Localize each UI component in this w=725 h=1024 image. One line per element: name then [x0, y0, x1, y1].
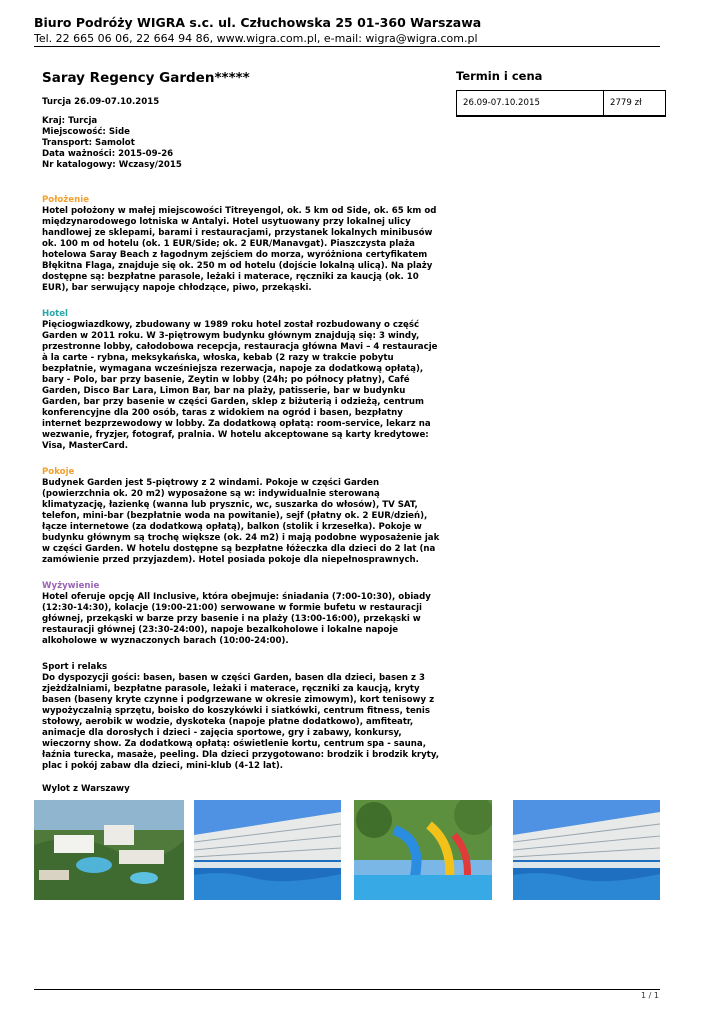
section-location — [42, 195, 442, 294]
price-row — [457, 91, 666, 117]
offer-dates: Turcja 26.09-07.10.2015 — [42, 97, 160, 107]
price-row-price: 2779 zł — [604, 91, 666, 117]
section-text: Budynek Garden jest 5-piętrowy z 2 windami. Pokoje w części Garden (powierzchnia ok. 20 m2) wyposażone są w: indywidualnie sterowaną klimatyzację, łazienkę (wanna lub prysznic, wc, suszarka do włosów), TV SAT, telefon, mini-bar (bezpłatnie woda na powitanie), sejf (płatny ok. 2 EUR/dzień), łącze internetowe (za dodatkową opłatą), balkon (stolik i krzesełka). Pokoje w budynku głównym są trochę większe (ok. 24 m2) i mają podobne wyposażenie jak w części Garden. W hotelu dostępne są bezpłatne łóżeczka dla dzieci do 2 lat (na zamówienie przed przyjazdem). Hotel posiada pokoje dla niepełnosprawnych. — [42, 478, 440, 565]
page-number: 1 / 1 — [641, 991, 659, 1000]
fact-country: Kraj: Turcja — [42, 116, 98, 126]
photo-water-slides — [354, 800, 492, 900]
departure-info: Wylot z Warszawy — [42, 784, 130, 794]
section-hotel — [42, 309, 442, 452]
section-text: Hotel oferuje opcję All Inclusive, która obejmuje: śniadania (7:00-10:30), obiady (12:30-14:30), kolacje (19:00-21:00) serwowane w formie bufetu w restauracji głównej, przekąski w barze przy basenie i na plaży (13:00-16:00), przekąski w restauracji głównej (23:30-24:00), napoje bezalkoholowe i lokalne napoje alkoholowe w wyznaczonych barach (10:00-24:00). — [42, 592, 431, 646]
agency-header — [34, 15, 694, 46]
photo-gallery — [34, 800, 660, 900]
price-heading: Termin i cena — [456, 69, 543, 83]
fact-transport: Transport: Samolot — [42, 138, 135, 148]
price-panel — [456, 69, 666, 117]
photo-hotel-pool — [194, 800, 341, 900]
footer-divider — [34, 989, 660, 990]
fact-catalog-number: Nr katalogowy: Wczasy/2015 — [42, 160, 182, 170]
header-divider — [34, 46, 660, 47]
section-heading: Pokoje — [42, 467, 75, 477]
section-heading: Wyżywienie — [42, 581, 100, 591]
section-text: Pięciogwiazdkowy, zbudowany w 1989 roku hotel został rozbudowany o część Garden w 2011 roku. W 3-piętrowym budynku głównym znajdują się: 3 windy, przestronne lobby, całodobowa recepcja, restauracja główna Mavi – 4 restauracje à la carte - rybna, meksykańska, włoska, kebab (2 razy w trakcie pobytu bezpłatnie, wymagana wcześniejsza rezerwacja, napoje za dodatkową opłatą), bary - Polo, bar przy basenie, Zeytin w lobby (24h; po północy płatny), Café Garden, Disco Bar Lara, Limon Bar, bar na plaży, patisserie, bar w budynku Garden, bar przy basenie w części Garden, sklep z biżuterią i odzieżą, centrum konferencyjne dla 200 osób, taras z widokiem na ogród i basen, bezpłatny internet bezprzewodowy w lobby. Za dodatkową opłatą: room-service, lekarz na wezwanie, fryzjer, fotograf, pralnia. W hotelu akceptowane są karty kredytowe: Visa, MasterCard. — [42, 320, 438, 451]
offer-details — [42, 69, 442, 795]
section-heading: Hotel — [42, 309, 68, 319]
fact-valid-date: Data ważności: 2015-09-26 — [42, 149, 174, 159]
agency-contact: Tel. 22 665 06 06, 22 664 94 86, www.wigra.com.pl, e-mail: wigra@wigra.com.pl — [34, 32, 478, 45]
section-text: Hotel położony w małej miejscowości Titreyengol, ok. 5 km od Side, ok. 65 km od międzynarodowego lotniska w Antalyi. Hotel usytuowany przy lokalnej ulicy handlowej ze sklepami, barami i restauracjami, przystanek lokalnych minibusów ok. 100 m od hotelu (ok. 1 EUR/Side; ok. 2 EUR/Manavgat). Piaszczysta plaża hotelowa Saray Beach z łagodnym zejściem do morza, wyróżniona certyfikatem Błękitna Flaga, znajduje się ok. 250 m od hotelu (dojście lokalną ulicą). Na plaży dostępne są: bezpłatne parasole, leżaki i materace, ręczniki za kaucją (ok. 10 EUR), bar serwujący napoje chłodzące, piwo, przekąski. — [42, 206, 437, 293]
price-row-dates: 26.09-07.10.2015 — [457, 91, 604, 117]
price-table — [456, 90, 666, 117]
section-heading: Sport i relaks — [42, 662, 108, 672]
fact-town: Miejscowość: Side — [42, 127, 130, 137]
section-board — [42, 581, 442, 647]
photo-hotel-pool-2 — [513, 800, 660, 900]
photo-aerial-resort — [34, 800, 184, 900]
section-text: Do dyspozycji gości: basen, basen w części Garden, basen dla dzieci, basen z 3 zjeżdżalniami, bezpłatne parasole, leżaki i materace, ręczniki za kaucją, kryty basen (baseny kryte czynne i podgrzewane w okresie zimowym), kort tenisowy z wypożyczalnią sprzętu, boisko do koszykówki i siatkówki, centrum fitness, tenis stołowy, aerobik w wodzie, dyskoteka (napoje płatne dodatkowo), amfiteatr, animacje dla dorosłych i dzieci - zajęcia sportowe, gry i zabawy, konkursy, wieczorny show. Za dodatkową opłatą: oświetlenie kortu, centrum spa - sauna, łaźnia turecka, masaże, peeling. Dla dzieci przygotowano: brodzik i brodzik kryty, plac i pokój zabaw dla dzieci, mini-klub (4-12 lat). — [42, 673, 440, 771]
agency-name-address: Biuro Podróży WIGRA s.c. ul. Człuchowska 25 01-360 Warszawa — [34, 15, 482, 30]
section-rooms — [42, 467, 442, 566]
offer-facts — [42, 116, 442, 171]
offer-title: Saray Regency Garden***** — [42, 70, 250, 86]
section-heading: Położenie — [42, 195, 90, 205]
section-sport — [42, 662, 442, 772]
